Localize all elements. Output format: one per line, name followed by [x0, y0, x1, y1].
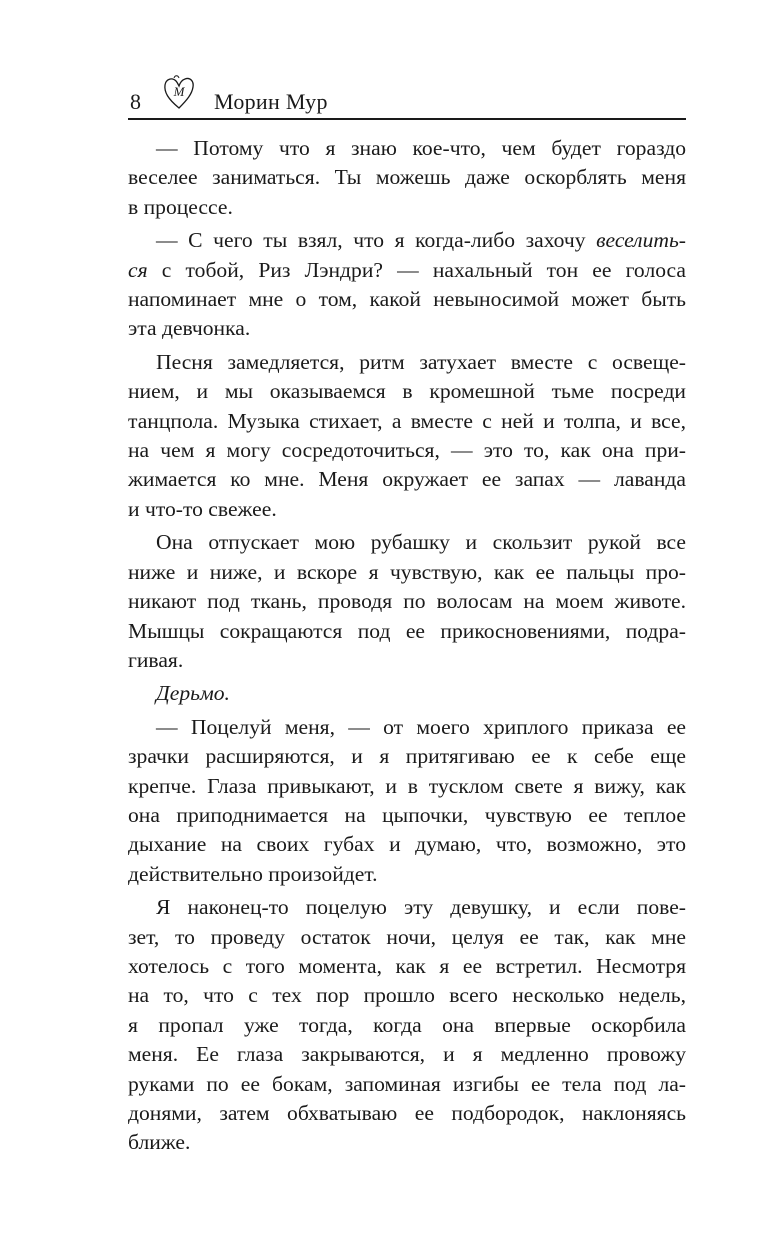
text-line: я пропал уже тогда, когда она впервые оскорбила: [128, 1012, 686, 1037]
text-line: Я наконец-то поцелую эту девушку, и если пове-: [156, 895, 686, 920]
text-line: — Поцелуй меня, — от моего хриплого приказа ее: [156, 714, 686, 739]
text-line: ниже и ниже, и вскоре я чувствую, как ее пальцы про-: [128, 559, 686, 584]
text-line: дыхание на своих губах и думаю, что, возможно, это: [128, 832, 686, 857]
italic-line: Дерьмо.: [156, 681, 230, 706]
italic-run: ся: [128, 257, 148, 282]
paragraph-4: [128, 528, 686, 675]
text-line: [128, 256, 686, 285]
text-line: эта девчонка.: [128, 316, 251, 341]
text-line: действительно произойдет.: [128, 861, 378, 886]
page-number: 8: [130, 89, 141, 114]
text-line: хотелось с того момента, как я ее встретил. Несмотря: [128, 953, 686, 978]
text-line: — Потому что я знаю кое-что, чем будет гораздо: [156, 136, 686, 160]
text-line: Она отпускает мою рубашку и скользит рукой все: [156, 530, 686, 555]
text-line: жимается ко мне. Меня окружает ее запах — лаванда: [128, 467, 686, 492]
paragraph-2: [128, 226, 686, 344]
text-line: она приподнимается на цыпочки, чувствую ее теплое: [128, 802, 686, 827]
text-line: Мышцы сокращаются под ее прикосновениями, подра-: [128, 618, 686, 643]
italic-run: веселить-: [596, 228, 686, 253]
logo-letter: М: [173, 84, 185, 99]
text-line: зрачки расширяются, и я притягиваю ее к себе еще: [128, 744, 686, 769]
text-line: и что-то свежее.: [128, 496, 277, 521]
text-line: [128, 226, 686, 255]
author-name: Морин Мур: [214, 89, 328, 114]
body-text: [128, 134, 686, 1158]
text-line: Песня замедляется, ритм затухает вместе с освеще-: [156, 349, 686, 374]
text-line: на то, что с тех пор прошло всего несколько недель,: [128, 983, 686, 1008]
text-line: нием, и мы оказываемся в кромешной тьме посреди: [128, 379, 686, 404]
paragraph-7: [128, 893, 686, 1158]
text-line: ближе.: [128, 1130, 191, 1155]
heart-monogram-icon: [162, 74, 196, 112]
paragraph-6: [128, 713, 686, 889]
paragraph-5: [128, 679, 686, 708]
text-line: гивая.: [128, 647, 184, 672]
text-line: веселее заниматься. Ты можешь даже оскорблять меня: [128, 165, 686, 190]
text-line: танцпола. Музыка стихает, а вместе с ней и толпа, и все,: [128, 408, 686, 433]
text-line: на чем я могу сосредоточиться, — это то, как она при-: [128, 438, 686, 463]
text-line: крепче. Глаза привыкают, и в тусклом свете я вижу, как: [128, 773, 686, 798]
text-line: руками по ее бокам, запоминая изгибы ее тела под ла-: [128, 1071, 686, 1096]
text-line: донями, затем обхватываю ее подбородок, наклоняясь: [128, 1101, 686, 1125]
text-run: с тобой, Риз Лэндри? — нахальный тон ее голоса: [147, 257, 686, 282]
paragraph-1: [128, 134, 686, 222]
text-line: напоминает мне о том, какой невыносимой может быть: [128, 287, 686, 312]
text-line: меня. Ее глаза закрываются, и я медленно провожу: [128, 1042, 686, 1067]
running-header: [128, 74, 686, 120]
text-line: зет, то проведу остаток ночи, целуя ее так, как мне: [128, 924, 686, 949]
paragraph-3: [128, 348, 686, 524]
text-line: в процессе.: [128, 194, 233, 219]
text-run: — С чего ты взял, что я когда-либо захочу: [156, 228, 597, 253]
text-line: никают под ткань, проводя по волосам на моем животе.: [128, 589, 686, 614]
